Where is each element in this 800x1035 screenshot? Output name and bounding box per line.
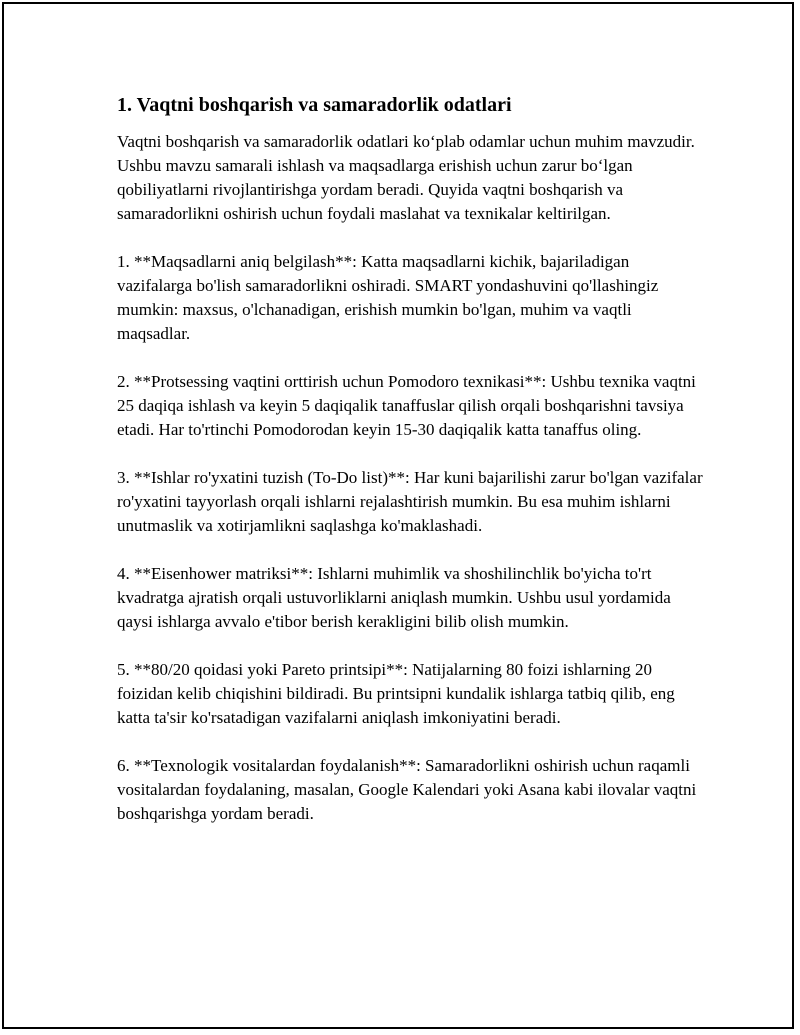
intro-paragraph: Vaqtni boshqarish va samaradorlik odatlari ko‘plab odamlar uchun muhim mavzudir. Ushbu mavzu samarali ishlash va maqsadlarga erishish uchun zarur bo‘lgan qobiliyatlarni rivojlantirishga yordam beradi. Quyida vaqtni boshqarish va samaradorlikni oshirish uchun foydali maslahat va texnikalar keltirilgan. [117, 132, 695, 223]
tip-todo-list-paragraph: 3. **Ishlar ro'yxatini tuzish (To-Do list)**: Har kuni bajarilishi zarur bo'lgan vazifalar ro'yxatini tayyorlash orqali ishlarni rejalashtirish mumkin. Bu esa muhim ishlarni unutmaslik va xotirjamlikni saqlashga ko'maklashadi. [117, 468, 703, 535]
tip-technology-paragraph: 6. **Texnologik vositalardan foydalanish**: Samaradorlikni oshirish uchun raqamli vositalardan foydalaning, masalan, Google Kalendari yoki Asana kabi ilovalar vaqtni boshqarishga yordam beradi. [117, 756, 697, 823]
section-heading: 1. Vaqtni boshqarish va samaradorlik odatlari [117, 94, 512, 116]
document-body [117, 92, 707, 850]
tip-eisenhower-paragraph: 4. **Eisenhower matriksi**: Ishlarni muhimlik va shoshilinchlik bo'yicha to'rt kvadratga ajratish orqali ustuvorliklarni aniqlash mumkin. Ushbu usul yordamida qaysi ishlarga avvalo e'tibor berish kerakligini bilib olish mumkin. [117, 564, 671, 631]
tip-pomodoro-paragraph: 2. **Protsessing vaqtini orttirish uchun Pomodoro texnikasi**: Ushbu texnika vaqtni 25 daqiqa ishlash va keyin 5 daqiqalik tanaffuslar qilish orqali boshqarishni tavsiya etadi. Har to'rtinchi Pomodorodan keyin 15-30 daqiqalik katta tanaffus oling. [117, 372, 696, 439]
tip-pareto-paragraph: 5. **80/20 qoidasi yoki Pareto printsipi**: Natijalarning 80 foizi ishlarning 20 foizidan kelib chiqishini bildiradi. Bu printsipni kundalik ishlarga tatbiq qilib, eng katta ta'sir ko'rsatadigan vazifalarni aniqlash imkoniyatini beradi. [117, 660, 675, 727]
tip-goals-paragraph: 1. **Maqsadlarni aniq belgilash**: Katta maqsadlarni kichik, bajariladigan vazifalarga bo'lish samaradorlikni oshiradi. SMART yondashuvini qo'llashingiz mumkin: maxsus, o'lchanadigan, erishish mumkin bo'lgan, muhim va vaqtli maqsadlar. [117, 252, 659, 343]
